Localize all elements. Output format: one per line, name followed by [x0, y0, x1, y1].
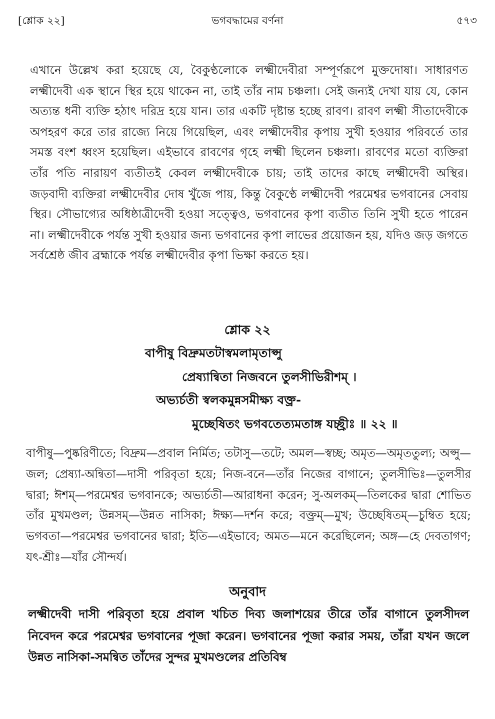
verse-title: শ্লোক ২২	[224, 322, 271, 337]
sanskrit-verse	[120, 342, 475, 436]
chapter-title: ভগবদ্ধামের বর্ণনা	[211, 15, 284, 27]
translation-paragraph: লক্ষ্মীদেবী দাসী পরিবৃতা হয়ে প্রবাল খচিত দিব্য জলাশয়ের তীরে তাঁর বাগানে তুলসীদল নিবেদন করে পরমেশ্বর ভগবানের পূজা করেন। ভগবানের পূজা করার সময়, তাঁরা যখন জলে উন্নত নাসিকা-সমন্বিত তাঁদের সুন্দর মুখমণ্ডলের প্রতিবিম্ব	[28, 607, 469, 664]
verse-line: প্রেষ্যান্বিতা নিজবনে তুলসীভিরীশম্ ।	[182, 369, 357, 384]
verse-line: বাপীষু বিদ্রুমতটাস্বমলামৃতাপ্সু	[145, 346, 282, 360]
translation-heading: অনুবাদ	[229, 585, 266, 600]
verse-reference: [শ্লোক ২২]	[18, 15, 65, 27]
synonyms-paragraph: বাপীষু—পুষ্করিণীতে; বিদ্রুম—প্রবাল নির্মিত; তটাসু—তটে; অমল—স্বচ্ছ; অমৃত—অমৃততুল্য; অপ্সু—জল; প্রেষ্যা-অন্বিতা—দাসী পরিবৃতা হয়ে; নিজ-বনে—তাঁর নিজের বাগানে; তুলসীভিঃ—তুলসীর দ্বারা; ঈশম্—পরমেশ্বর ভগবানকে; অভ্যর্চতী—আরাধনা করেন; সু-অলকম্—তিলকের দ্বারা শোভিত তাঁর মুখমণ্ডল; উন্নসম্—উন্নত নাসিকা; ঈক্ষ্য—দর্শন করে; বক্ত্রম্—মুখ; উচ্ছেষিতম্—চুম্বিত হয়ে; ভগবতা—পরমেশ্বর ভগবানের দ্বারা; ইতি—এইভাবে; অমত—মনে করেছিলেন; অঙ্গ—হে দেবতাগণ; যৎ-শ্রীঃ—যাঁর সৌন্দর্য।	[26, 446, 471, 564]
verse-line: অভ্যর্চতী স্বলকমুন্নসমীক্ষ্য বক্ত্র-	[156, 393, 302, 407]
page-number: ৫৭৩	[456, 15, 477, 27]
purport-paragraph: এখানে উল্লেখ করা হয়েছে যে, বৈকুণ্ঠলোকে লক্ষ্মীদেবীরা সম্পূর্ণরূপে মুক্তদোষা। সাধারণত লক্ষ্মীদেবী এক স্থানে স্থির হয়ে থাকেন না, তাই তাঁর নাম চঞ্চলা। সেই জন্যই দেখা যায় যে, কোন অত্যন্ত ধনী ব্যক্তি হঠাৎ দরিদ্র হয়ে যান। তার একটি দৃষ্টান্ত হচ্ছে রাবণ। রাবণ লক্ষ্মী সীতাদেবীকে অপহরণ করে তার রাজ্যে নিয়ে গিয়েছিল, এবং লক্ষ্মীদেবীর কৃপায় সুখী হওয়ার পরিবর্তে তার সমস্ত বংশ ধ্বংস হয়েছিল। এইভাবে রাবণের গৃহে লক্ষ্মী ছিলেন চঞ্চলা। রাবণের মতো ব্যক্তিরা তাঁর পতি নারায়ণ ব্যতীতই কেবল লক্ষ্মীদেবীকে চায়; তাই তাদের কাছে লক্ষ্মীদেবী অস্থির। জড়বাদী ব্যক্তিরা লক্ষ্মীদেবীর দোষ খুঁজে পায়, কিন্তু বৈকুণ্ঠে লক্ষ্মীদেবী পরমেশ্বর ভগবানের সেবায় স্থির। সৌভাগ্যের অধিষ্ঠাত্রীদেবী হওয়া সত্ত্বেও, ভগবানের কৃপা ব্যতীত তিনি সুখী হতে পারেন না। লক্ষ্মীদেবীকে পর্যন্ত সুখী হওয়ার জন্য ভগবানের কৃপা লাভের প্রয়োজন হয়, যদিও জড় জগতে সর্বশ্রেষ্ঠ জীব ব্রহ্মাকে পর্যন্ত লক্ষ্মীদেবীর কৃপা ভিক্ষা করতে হয়।	[30, 63, 468, 263]
page-header	[18, 14, 477, 30]
verse-line: মুচ্ছেষিতং ভগবতেত্যমতাঙ্গ যচ্ছ্রীঃ ॥ ২২ ॥	[192, 416, 398, 431]
